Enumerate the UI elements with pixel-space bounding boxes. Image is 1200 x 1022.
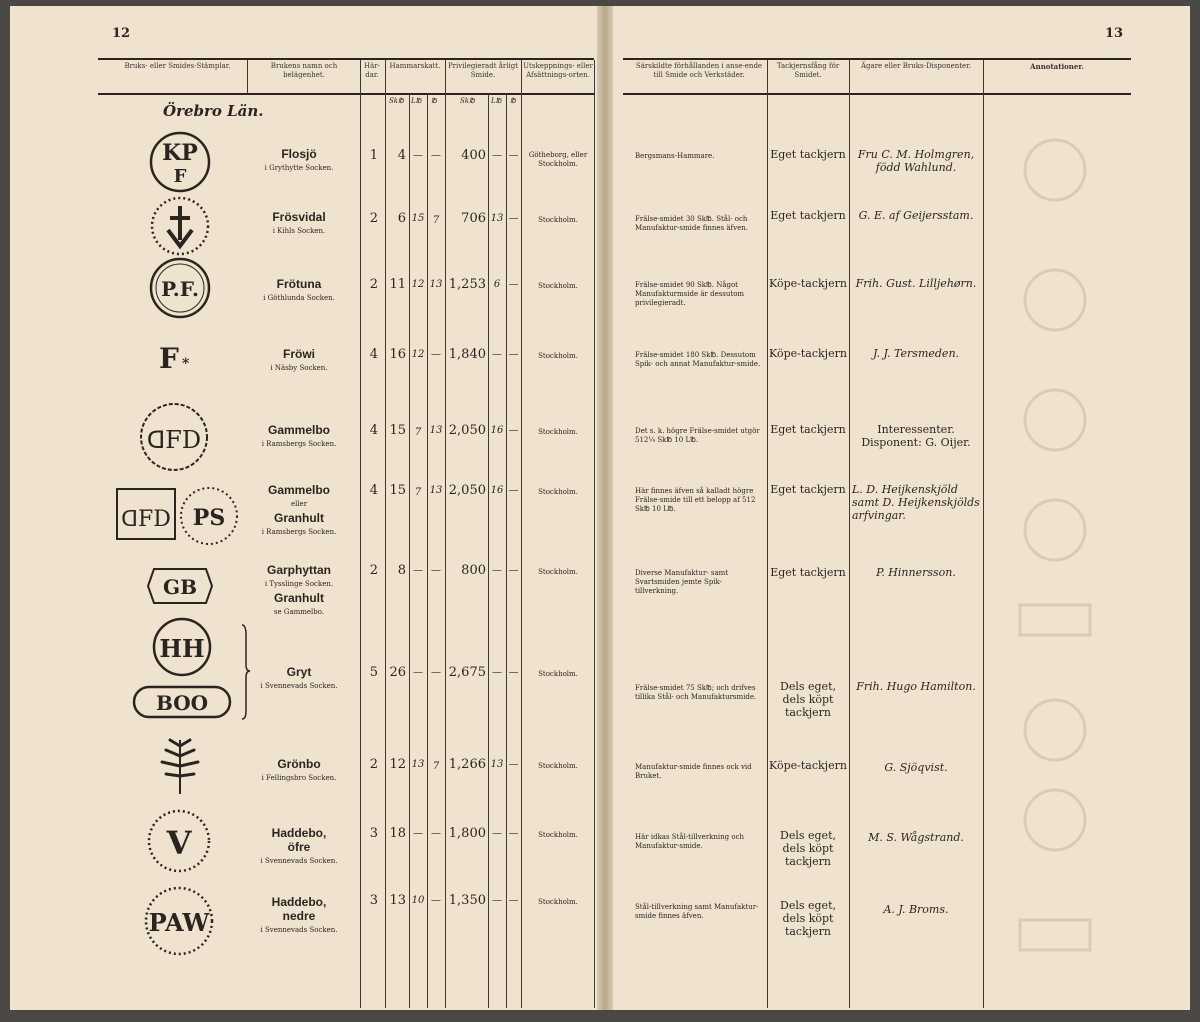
lp: — <box>413 150 423 161</box>
ort: Stockholm. <box>538 282 578 290</box>
skp: 8 <box>397 563 406 578</box>
priv-p: — <box>508 349 519 360</box>
tackjern: Eget tackjern <box>770 566 846 579</box>
priv-lp: 6 <box>493 279 501 290</box>
priv-lp: 13 <box>490 213 504 224</box>
priv: 2,675 <box>448 665 486 680</box>
lp: — <box>413 828 423 839</box>
ort: Stockholm. <box>538 898 578 906</box>
p: — <box>431 828 441 839</box>
svg-text:V: V <box>166 824 192 862</box>
header-hammarskatt: Hammarskatt. <box>389 62 441 70</box>
header-rule-top-left <box>98 58 594 60</box>
svg-text:ᗡFD: ᗡFD <box>146 426 202 454</box>
bruk-name: Grönbo i Fellingsbro Socken. <box>261 757 337 782</box>
lp: 7 <box>414 487 422 498</box>
hardar: 2 <box>369 277 378 292</box>
ort: Stockholm. <box>538 762 578 770</box>
col-line <box>247 60 248 94</box>
header-rule-bottom-right <box>623 93 1131 95</box>
skp: 12 <box>389 757 406 772</box>
stamp-hh-boo <box>118 615 253 723</box>
hardar: 1 <box>369 148 378 163</box>
stamp-pf <box>148 256 212 320</box>
owner: L. D. Heijkenskjöld samt D. Heijkenskjölds arfvingar. <box>852 483 980 522</box>
stamp-dfd-ps <box>114 484 244 548</box>
bruk-name: Gammelbo eller Granhult i Ramsbergs Socken. <box>261 483 337 536</box>
priv-lp: — <box>492 349 502 360</box>
note: Frälse-smidet 30 Sk℔. Stål- och Manufaktur-smide finnes äfven. <box>635 215 748 232</box>
tackjern: Eget tackjern <box>770 209 846 222</box>
hardar: 3 <box>369 893 378 908</box>
tackjern: Eget tackjern <box>770 423 846 436</box>
col-line <box>983 60 984 1008</box>
priv-p: — <box>508 667 519 678</box>
left-page-number: 12 <box>112 26 131 41</box>
bruk-name: Gammelbo i Ramsbergs Socken. <box>261 423 337 448</box>
unit-priv-lp: L℔ <box>491 97 502 105</box>
bleed-through-stamps <box>1010 100 1100 980</box>
priv: 400 <box>461 148 486 163</box>
skp: 4 <box>397 148 406 163</box>
priv-p: — <box>508 150 519 161</box>
col-line <box>360 60 361 1008</box>
priv: 800 <box>461 563 486 578</box>
p: — <box>431 150 441 161</box>
svg-text:PAW: PAW <box>148 908 210 937</box>
tackjern: Köpe-tackjern <box>769 759 847 772</box>
owner: Frih. Gust. Lilljehørn. <box>855 277 977 290</box>
priv-p: — <box>508 895 519 906</box>
svg-text:PS: PS <box>192 505 226 531</box>
lan-heading: Örebro Län. <box>163 102 264 120</box>
owner: J. J. Tersmeden. <box>872 347 960 360</box>
header-stamps: Bruks- eller Smides-Stämplar. <box>124 62 231 70</box>
svg-text:BOO: BOO <box>155 691 209 715</box>
bruk-name: Haddebo, nedre i Svennevads Socken. <box>260 895 338 934</box>
priv: 1,800 <box>448 826 486 841</box>
priv-lp: — <box>492 150 502 161</box>
svg-text:P.F.: P.F. <box>161 277 199 301</box>
hardar: 2 <box>369 211 378 226</box>
stamp-v <box>146 808 212 874</box>
header-hardar: Här-dar. <box>364 62 380 79</box>
lp: — <box>413 667 423 678</box>
priv-p: — <box>508 759 519 770</box>
stamp-anchor <box>148 194 212 258</box>
lp: 10 <box>411 895 425 906</box>
header-tackjern: Tackjernsfång för Smidet. <box>776 62 840 79</box>
stamp-paw <box>140 884 218 958</box>
bruk-name: Frötuna i Göthlunda Socken. <box>263 277 335 302</box>
svg-text:*: * <box>182 356 190 372</box>
tackjern: Eget tackjern <box>770 148 846 161</box>
hardar: 3 <box>369 826 378 841</box>
bruk-name: Flosjö i Grythytte Socken. <box>264 147 334 172</box>
unit-lp: L℔ <box>411 97 422 105</box>
p: 13 <box>429 485 443 496</box>
priv: 1,840 <box>448 347 486 362</box>
note: Stål-tillverkning samt Manufaktur-smide finnes äfven. <box>635 903 759 920</box>
lp: — <box>413 565 423 576</box>
tackjern: Köpe-tackjern <box>769 277 847 290</box>
ort: Stockholm. <box>538 670 578 678</box>
lp: 12 <box>411 279 425 290</box>
owner: A. J. Broms. <box>883 903 949 916</box>
header-agare: Ägare eller Bruks-Disponenter. <box>860 62 971 70</box>
stamp-kp-f <box>148 130 212 194</box>
owner: G. Sjöqvist. <box>884 761 948 774</box>
col-line <box>385 60 386 1008</box>
skp: 13 <box>389 893 406 908</box>
stamp-gb <box>146 566 214 606</box>
header-name: Brukens namn och belägenhet. <box>270 62 338 79</box>
priv: 1,266 <box>448 757 486 772</box>
hardar: 4 <box>369 483 378 498</box>
svg-text:F: F <box>173 166 187 187</box>
priv-lp: 13 <box>490 759 504 770</box>
col-line <box>427 94 428 1008</box>
bruk-name: Haddebo, öfre i Svennevads Socken. <box>260 826 338 865</box>
priv: 2,050 <box>448 483 486 498</box>
owner: Fru C. M. Holmgren, född Wahlund. <box>857 148 975 174</box>
p: — <box>431 349 441 360</box>
lp: 13 <box>411 759 425 770</box>
bruk-name: Fröwi i Näsby Socken. <box>270 347 328 372</box>
header-utskeppning: Utskeppnings- eller Afsättnings-orten. <box>523 62 593 79</box>
book-gutter <box>597 6 613 1010</box>
owner: G. E. af Geijersstam. <box>858 209 974 222</box>
unit-skp: Sk℔ <box>389 97 404 105</box>
col-line <box>506 94 507 1008</box>
note: Frälse-smidet 75 Sk℔; och drifves tillika Stål- och Manufaktursmide. <box>635 684 757 701</box>
ort: Stockholm. <box>538 352 578 360</box>
ort: Götheborg, eller Stockholm. <box>528 151 588 168</box>
lp: 15 <box>411 213 425 224</box>
owner: P. Hinnersson. <box>876 566 956 579</box>
lp: 12 <box>411 349 425 360</box>
priv-p: — <box>508 565 519 576</box>
priv-lp: 16 <box>490 425 504 436</box>
priv-p: — <box>508 213 519 224</box>
p: — <box>431 667 441 678</box>
skp: 16 <box>389 347 406 362</box>
note: Det s. k. högre Frälse-smidet utgör 512¼ Sk℔ 10 L℔. <box>635 427 760 444</box>
col-line <box>409 94 410 1008</box>
p: 13 <box>429 279 443 290</box>
tackjern: Dels eget, dels köpt tackjern <box>780 680 836 719</box>
p: 13 <box>429 425 443 436</box>
skp: 26 <box>389 665 406 680</box>
ort: Stockholm. <box>538 216 578 224</box>
tackjern: Dels eget, dels köpt tackjern <box>780 899 836 938</box>
priv-lp: 16 <box>490 485 504 496</box>
col-line <box>849 60 850 1008</box>
owner: Frih. Hugo Hamilton. <box>856 680 976 693</box>
bruk-name: Frösvidal i Kihls Socken. <box>272 210 326 235</box>
hardar: 5 <box>369 665 378 680</box>
hardar: 4 <box>369 347 378 362</box>
col-line <box>445 60 446 1008</box>
priv-p: — <box>508 485 519 496</box>
hardar: 4 <box>369 423 378 438</box>
ort: Stockholm. <box>538 568 578 576</box>
priv-lp: — <box>492 895 502 906</box>
priv-lp: — <box>492 828 502 839</box>
col-line <box>488 94 489 1008</box>
p: — <box>431 895 441 906</box>
note: Här idkas Stål-tillverkning och Manufaktur-smide. <box>635 833 745 850</box>
tackjern: Dels eget, dels köpt tackjern <box>780 829 836 868</box>
note: Frälse-smidet 90 Sk℔. Något Manufakturmside är dessutom privilegieradt. <box>635 281 745 307</box>
header-privilegieradt: Privilegieradt årligt Smide. <box>447 62 519 79</box>
skp: 15 <box>389 423 406 438</box>
priv-p: — <box>508 425 519 436</box>
unit-p: ℔ <box>431 97 437 105</box>
owner: M. S. Wågstrand. <box>868 831 964 844</box>
p: 7 <box>432 215 440 226</box>
tackjern: Köpe-tackjern <box>769 347 847 360</box>
priv: 1,253 <box>448 277 486 292</box>
header-rule-bottom-left <box>98 93 594 95</box>
stamp-f-star <box>155 338 205 374</box>
lp: 7 <box>414 427 422 438</box>
hardar: 2 <box>369 757 378 772</box>
svg-text:KP: KP <box>162 140 198 166</box>
owner: Interessenter. Disponent: G. Oijer. <box>861 423 971 449</box>
priv-lp: — <box>492 667 502 678</box>
skp: 11 <box>389 277 406 292</box>
priv-p: — <box>508 828 519 839</box>
svg-text:GB: GB <box>163 575 197 599</box>
skp: 15 <box>389 483 406 498</box>
header-rule-top-right <box>623 58 1131 60</box>
ort: Stockholm. <box>538 831 578 839</box>
svg-text:F: F <box>159 342 179 374</box>
priv: 706 <box>461 211 486 226</box>
unit-priv-skp: Sk℔ <box>460 97 475 105</box>
unit-priv-p: ℔ <box>510 97 516 105</box>
svg-text:HH: HH <box>159 634 205 663</box>
note: Bergsmans-Hammare. <box>635 152 715 160</box>
right-page-number: 13 <box>1105 26 1124 41</box>
hardar: 2 <box>369 563 378 578</box>
col-line <box>521 60 522 1008</box>
p: — <box>431 565 441 576</box>
stamp-branch <box>152 732 208 796</box>
bruk-name: Garphyttan i Tysslinge Socken. Granhult se Gammelbo. <box>264 563 334 616</box>
svg-text:ᗡFD: ᗡFD <box>121 507 171 532</box>
ort: Stockholm. <box>538 488 578 496</box>
priv: 1,350 <box>448 893 486 908</box>
priv-p: — <box>508 279 519 290</box>
ort: Stockholm. <box>538 428 578 436</box>
note: Frälse-smidet 180 Sk℔. Dessutom Spik- och annat Manufaktur-smide. <box>635 351 761 368</box>
note: Diverse Manufaktur- samt Svartsmiden jemte Spik-tillverkning. <box>635 569 729 595</box>
stamp-dfd-scalloped <box>134 400 214 474</box>
p: 7 <box>432 761 440 772</box>
header-annotationer: Annotationer. <box>1030 62 1084 71</box>
header-sarskilda: Särskildte förhållanden i anse-ende till Smide och Verkstäder. <box>635 62 763 79</box>
col-line <box>594 60 595 1008</box>
bruk-name: Gryt i Svennevads Socken. <box>260 665 338 690</box>
tackjern: Eget tackjern <box>770 483 846 496</box>
priv: 2,050 <box>448 423 486 438</box>
skp: 18 <box>389 826 406 841</box>
note: Här finnes äfven så kalladt högre Frälse-smide till ett belopp af 512 Sk℔ 10 L℔. <box>635 487 756 513</box>
skp: 6 <box>397 211 406 226</box>
note: Manufaktur-smide finnes ock vid Bruket. <box>635 763 752 780</box>
priv-lp: — <box>492 565 502 576</box>
